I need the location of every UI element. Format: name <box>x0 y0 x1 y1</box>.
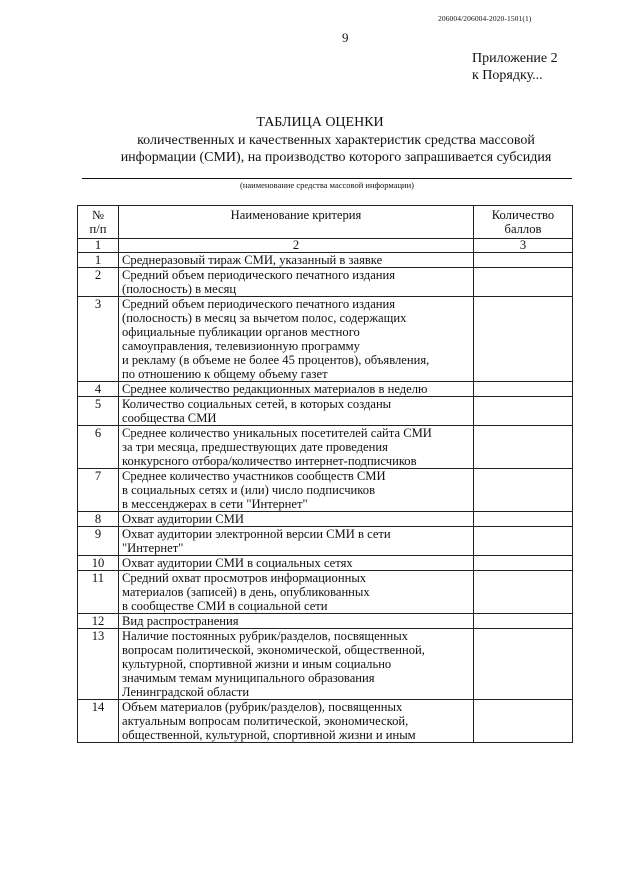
row-number: 4 <box>78 382 119 397</box>
criterion-line: в мессенджерах в сети "Интернет" <box>122 497 308 511</box>
score-cell[interactable] <box>474 397 573 426</box>
score-cell[interactable] <box>474 268 573 297</box>
table-row <box>78 426 573 469</box>
criteria-table <box>77 205 573 743</box>
criterion-line: Охват аудитории СМИ в социальных сетях <box>122 556 353 570</box>
criterion-line: вопросам политической, экономической, общественной, <box>122 643 425 657</box>
criterion-line: за три месяца, предшествующих дате проведения <box>122 440 388 454</box>
index-cell: 3 <box>474 239 573 253</box>
criterion-line: в социальных сетях и (или) число подписчиков <box>122 483 376 497</box>
page-subtitle <box>60 132 612 166</box>
appendix-note <box>472 50 558 84</box>
criterion-text <box>119 297 474 382</box>
table-header-row <box>78 206 573 239</box>
media-name-line <box>82 178 572 179</box>
criterion-line: Вид распространения <box>122 614 239 628</box>
criterion-text <box>119 512 474 527</box>
criterion-line: официальные публикации органов местного <box>122 325 360 339</box>
col-score-header <box>474 206 573 239</box>
criterion-line: Среднее количество редакционных материалов в неделю <box>122 382 428 396</box>
criterion-line: Средний объем периодического печатного издания <box>122 297 396 311</box>
criterion-line: материалов (записей) в день, опубликованных <box>122 585 370 599</box>
table-row <box>78 556 573 571</box>
criterion-text <box>119 382 474 397</box>
criterion-text <box>119 700 474 743</box>
criterion-line: Средний охват просмотров информационных <box>122 571 367 585</box>
table-index-row <box>78 239 573 253</box>
score-cell[interactable] <box>474 527 573 556</box>
criterion-line: сообщества СМИ <box>122 411 217 425</box>
criterion-line: Среднее количество участников сообществ СМИ <box>122 469 386 483</box>
table-body <box>78 253 573 743</box>
row-number: 8 <box>78 512 119 527</box>
score-cell[interactable] <box>474 614 573 629</box>
table-row <box>78 700 573 743</box>
row-number: 14 <box>78 700 119 743</box>
criterion-text <box>119 527 474 556</box>
criterion-line: культурной, спортивной жизни и иным социально <box>122 657 392 671</box>
criterion-line: (полосность) в месяц <box>122 282 237 296</box>
row-number: 7 <box>78 469 119 512</box>
criterion-text <box>119 469 474 512</box>
table-row <box>78 512 573 527</box>
score-cell[interactable] <box>474 629 573 700</box>
document-id: 206004/206004-2020-1501(1) <box>438 14 532 23</box>
score-cell[interactable] <box>474 571 573 614</box>
criterion-text <box>119 253 474 268</box>
criterion-line: значимым темам муниципального образования <box>122 671 375 685</box>
criterion-line: Охват аудитории СМИ <box>122 512 244 526</box>
score-cell[interactable] <box>474 469 573 512</box>
table-row <box>78 527 573 556</box>
row-number: 12 <box>78 614 119 629</box>
appendix-line-1: Приложение 2 <box>472 51 558 66</box>
page-title: ТАБЛИЦА ОЦЕНКИ <box>256 115 384 130</box>
criterion-line: Объем материалов (рубрик/разделов), посвященных <box>122 700 403 714</box>
score-cell[interactable] <box>474 512 573 527</box>
score-cell[interactable] <box>474 297 573 382</box>
table-row <box>78 469 573 512</box>
row-number: 6 <box>78 426 119 469</box>
criterion-line: и рекламу (в объеме не более 45 процентов), объявления, <box>122 353 430 367</box>
row-number: 11 <box>78 571 119 614</box>
table-row <box>78 397 573 426</box>
score-cell[interactable] <box>474 700 573 743</box>
subtitle-line-2: информации (СМИ), на производство которого запрашивается субсидия <box>120 150 552 165</box>
row-number: 5 <box>78 397 119 426</box>
page-number: 9 <box>342 30 349 45</box>
col-number-header <box>78 206 119 239</box>
criterion-text <box>119 268 474 297</box>
criterion-text <box>119 556 474 571</box>
col-score-header-line-2: баллов <box>504 222 542 236</box>
table-row <box>78 382 573 397</box>
criterion-line: Наличие постоянных рубрик/разделов, посвященных <box>122 629 408 643</box>
criterion-line: Средний объем периодического печатного издания <box>122 268 396 282</box>
row-number: 3 <box>78 297 119 382</box>
criterion-text <box>119 629 474 700</box>
criterion-line: (полосность) в месяц за вычетом полос, содержащих <box>122 311 407 325</box>
appendix-line-2: к Порядку... <box>472 68 543 83</box>
row-number: 10 <box>78 556 119 571</box>
row-number: 13 <box>78 629 119 700</box>
table-row <box>78 629 573 700</box>
col-score-header-line-1: Количество <box>491 208 555 222</box>
index-cell: 2 <box>119 239 474 253</box>
row-number: 2 <box>78 268 119 297</box>
criterion-text <box>119 426 474 469</box>
criterion-text <box>119 397 474 426</box>
criterion-line: "Интернет" <box>122 541 184 555</box>
criterion-line: актуальным вопросам политической, экономической, <box>122 714 409 728</box>
col-number-header-line-1: № <box>91 208 105 222</box>
criterion-line: самоуправления, телевизионную программу <box>122 339 360 353</box>
score-cell[interactable] <box>474 253 573 268</box>
table-row <box>78 571 573 614</box>
criterion-line: Ленинградской области <box>122 685 250 699</box>
score-cell[interactable] <box>474 556 573 571</box>
row-number: 1 <box>78 253 119 268</box>
table-row <box>78 297 573 382</box>
criterion-line: Охват аудитории электронной версии СМИ в сети <box>122 527 391 541</box>
criterion-line: в сообществе СМИ в социальной сети <box>122 599 328 613</box>
criterion-line: общественной, культурной, спортивной жизни и иным <box>122 728 416 742</box>
criterion-line: конкурсного отбора/количество интернет-подписчиков <box>122 454 417 468</box>
index-cell: 1 <box>78 239 119 253</box>
criterion-line: Количество социальных сетей, в которых созданы <box>122 397 392 411</box>
table-row <box>78 614 573 629</box>
table-row <box>78 268 573 297</box>
col-criterion-header: Наименование критерия <box>119 206 474 239</box>
criterion-text <box>119 614 474 629</box>
score-cell[interactable] <box>474 382 573 397</box>
criterion-line: Среднее количество уникальных посетителей сайта СМИ <box>122 426 432 440</box>
score-cell[interactable] <box>474 426 573 469</box>
col-number-header-line-2: п/п <box>89 222 107 236</box>
criterion-line: Среднеразовый тираж СМИ, указанный в заявке <box>122 253 383 267</box>
criterion-text <box>119 571 474 614</box>
criterion-line: по отношению к общему объему газет <box>122 367 328 381</box>
row-number: 9 <box>78 527 119 556</box>
table-row <box>78 253 573 268</box>
media-name-caption: (наименование средства массовой информации) <box>240 180 414 190</box>
subtitle-line-1: количественных и качественных характеристик средства массовой <box>137 133 535 148</box>
